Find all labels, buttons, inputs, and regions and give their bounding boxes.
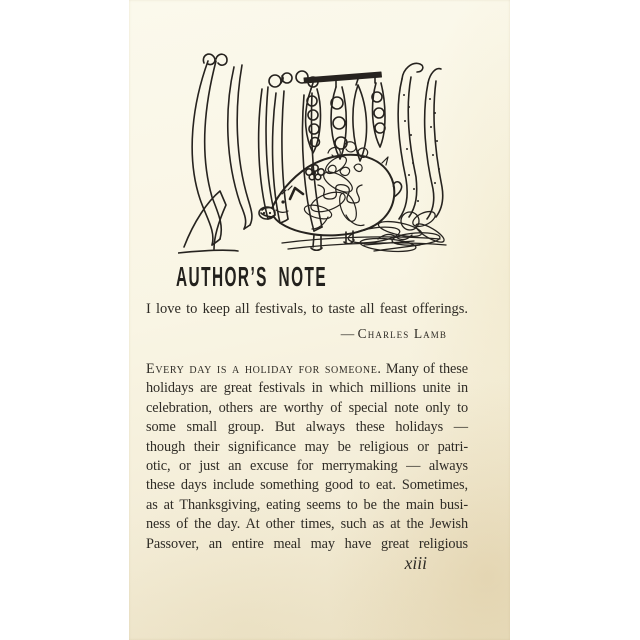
body-lead-rest: Many of these	[381, 361, 468, 377]
page-title-text: AUTHOR’S NOTE	[176, 261, 328, 292]
pea-pods-on-rod-icon	[306, 77, 385, 175]
speckled-beans-right-icon	[398, 63, 443, 219]
epigraph-attribution	[146, 324, 447, 343]
body-line: holidays are great festivals in which millions unite in	[146, 380, 468, 397]
body-line: celebration, others are worthy of special note only to	[146, 399, 468, 416]
body-line: Passover, an entire meal may have great religious	[146, 535, 468, 552]
epigraph-quote: I love to keep all festivals, to taste all feast offerings.	[146, 301, 468, 317]
body-lead-small-caps: Every day is a holiday for someone.	[146, 361, 382, 377]
green-beans-left-icon	[178, 54, 275, 253]
body-line: otic, or just an excuse for merrymaking — always	[146, 458, 468, 475]
body-text	[146, 360, 468, 554]
page-title	[176, 257, 451, 294]
beans-and-pig-illustration	[178, 47, 456, 259]
body-line: some small group. But always these holidays —	[146, 419, 468, 436]
attribution-name: Charles Lamb	[357, 326, 447, 341]
page-number: xiii	[404, 553, 427, 573]
body-line	[146, 360, 468, 379]
book-page	[129, 0, 510, 640]
attribution-dash: —	[340, 326, 358, 341]
hanging-rod-icon	[304, 72, 382, 83]
body-line: though their significance may be religious or patri-	[146, 438, 468, 455]
pig-icon	[259, 142, 402, 251]
body-line: these days include something good to eat. Sometimes,	[146, 477, 468, 494]
body-line: ness of the day. At other times, such as at the Jewish	[146, 516, 468, 533]
body-line: as at Thanksgiving, eating seems to be the main busi-	[146, 496, 468, 513]
